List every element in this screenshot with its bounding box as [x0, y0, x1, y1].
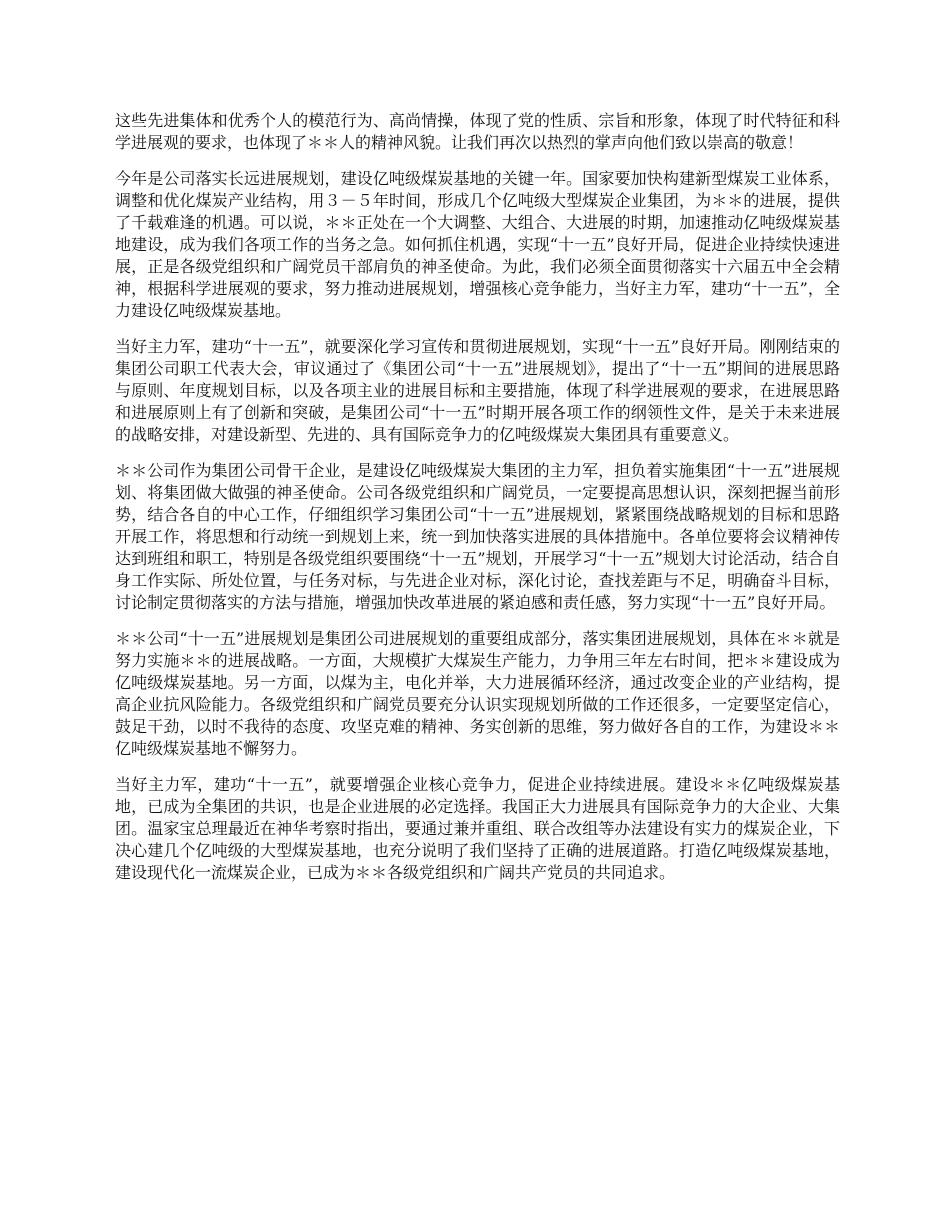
paragraph-3: 当好主力军，建功“十一五”，就要深化学习宣传和贯彻进展规划，实现“十一五”良好开局。刚刚结束的集团公司职工代表大会，审议通过了《集团公司“十一五”进展规划》，提出了“十一五”期间的进展思路与原则、年度规划目标，以及各项主业的进展目标和主要措施，体现了科学进展观的要求，在进展思路和进展原则上有了创新和突破，是集团公司“十一五”时期开展各项工作的纲领性文件，是关于未来进展的战略安排，对建设新型、先进的、具有国际竞争力的亿吨级煤炭大集团具有重要意义。	[115, 337, 840, 444]
paragraph-1: 这些先进集体和优秀个人的模范行为、高尚情操，体现了党的性质、宗旨和形象，体现了时代特征和科学进展观的要求，也体现了＊＊人的精神风貌。让我们再次以热烈的掌声向他们致以崇高的敬意！	[115, 111, 840, 152]
paragraph-4: ＊＊公司作为集团公司骨干企业，是建设亿吨级煤炭大集团的主力军，担负着实施集团“十一五”进展规划、将集团做大做强的神圣使命。公司各级党组织和广阔党员，一定要提高思想认识，深刻把握当前形势，结合各自的中心工作，仔细组织学习集团公司“十一五”进展规划，紧紧围绕战略规划的目标和思路开展工作，将思想和行动统一到规划上来，统一到加快落实进展的具体措施中。各单位要将会议精神传达到班组和职工，特别是各级党组织要围绕“十一五”规划，开展学习“十一五”规划大讨论活动，结合自身工作实际、所处位置，与任务对标，与先进企业对标，深化讨论，查找差距与不足，明确奋斗目标，讨论制定贯彻落实的方法与措施，增强加快改革进展的紧迫感和责任感，努力实现“十一五”良好开局。	[115, 461, 840, 612]
paragraph-5: ＊＊公司“十一五”进展规划是集团公司进展规划的重要组成部分，落实集团进展规划，具体在＊＊就是努力实施＊＊的进展战略。一方面，大规模扩大煤炭生产能力，力争用三年左右时间，把＊＊建设成为亿吨级煤炭基地。另一方面，以煤为主，电化并举，大力进展循环经济，通过改变企业的产业结构，提高企业抗风险能力。各级党组织和广阔党员要充分认识实现规划所做的工作还很多，一定要坚定信心，鼓足干劲，以时不我待的态度、攻坚克难的精神、务实创新的思维，努力做好各自的工作，为建设＊＊亿吨级煤炭基地不懈努力。	[115, 629, 840, 758]
document-body	[115, 110, 840, 898]
paragraph-2: 今年是公司落实长远进展规划，建设亿吨级煤炭基地的关键一年。国家要加快构建新型煤炭工业体系，调整和优化煤炭产业结构，用３－５年时间，形成几个亿吨级大型煤炭企业集团，为＊＊的进展，提供了千载难逢的机遇。可以说，＊＊正处在一个大调整、大组合、大进展的时期，加速推动亿吨级煤炭基地建设，成为我们各项工作的当务之急。如何抓住机遇，实现“十一五”良好开局，促进企业持续快速进展，正是各级党组织和广阔党员干部肩负的神圣使命。为此，我们必须全面贯彻落实十六届五中全会精神，根据科学进展观的要求，努力推动进展规划，增强核心竞争能力，当好主力军，建功“十一五”，全力建设亿吨级煤炭基地。	[115, 169, 840, 320]
paragraph-6: 当好主力军，建功“十一五”，就要增强企业核心竞争力，促进企业持续进展。建设＊＊亿吨级煤炭基地，已成为全集团的共识，也是企业进展的必定选择。我国正大力进展具有国际竞争力的大企业、大集团。温家宝总理最近在神华考察时指出，要通过兼并重组、联合改组等办法建设有实力的煤炭企业，下决心建几个亿吨级的大型煤炭基地，也充分说明了我们坚持了正确的进展道路。打造亿吨级煤炭基地，建设现代化一流煤炭企业，已成为＊＊各级党组织和广阔共产党员的共同追求。	[115, 775, 840, 882]
